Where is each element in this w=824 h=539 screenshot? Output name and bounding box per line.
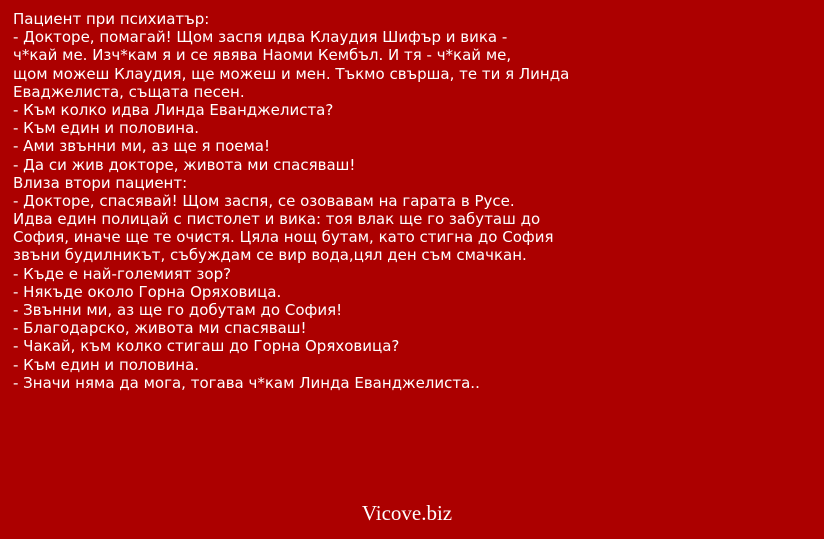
joke-line: - Значи няма да мога, тогава ч*кам Линда Еванджелиста..: [13, 373, 480, 392]
joke-line: - Към един и половина.: [13, 355, 200, 374]
joke-line: - Чакай, към колко стигаш до Горна Оряховица?: [13, 337, 400, 356]
joke-line: - Звънни ми, аз ще го добутам до София!: [13, 301, 343, 319]
joke-line: Влиза втори пациент:: [13, 173, 188, 192]
joke-line: - Докторе, спасявай! Щом заспя, се озовавам на гарата в Русе.: [13, 191, 515, 210]
joke-line: щом можеш Клаудия, ще можеш и мен. Тъкмо свърша, те ти я Линда: [13, 64, 570, 83]
joke-line: - Към колко идва Линда Еванджелиста?: [13, 100, 334, 119]
joke-line: - Докторе, помагай! Щом заспя идва Клаудия Шифър и вика -: [13, 28, 508, 47]
joke-line: - Някъде около Горна Оряховица.: [13, 282, 282, 301]
joke-line: звъни будилникът, събуждам се вир вода,цял ден съм смачкан.: [13, 246, 527, 265]
joke-line: - Благодарско, живота ми спасяваш!: [13, 319, 307, 338]
joke-line: ч*кай ме. Изч*кам я и се явява Наоми Кембъл. И тя - ч*кай ме,: [13, 46, 512, 65]
joke-line: - Към един и половина.: [13, 119, 200, 138]
joke-line: - Ами звънни ми, аз ще я поема!: [13, 137, 271, 156]
joke-line: Пациент при психиатър:: [13, 10, 210, 28]
joke-line: - Да си жив докторе, живота ми спасяваш!: [13, 155, 356, 174]
joke-line: Идва един полицай с пистолет и вика: тоя влак ще го забуташ до: [13, 210, 541, 229]
joke-line: - Къде е най-големият зор?: [13, 264, 232, 283]
joke-line: Еваджелиста, същата песен.: [13, 82, 245, 101]
site-watermark: Vicove.biz: [361, 501, 453, 525]
joke-line: София, иначе ще те очистя. Цяла нощ бутам, като стигна до София: [13, 228, 554, 247]
joke-text: [13, 10, 813, 392]
